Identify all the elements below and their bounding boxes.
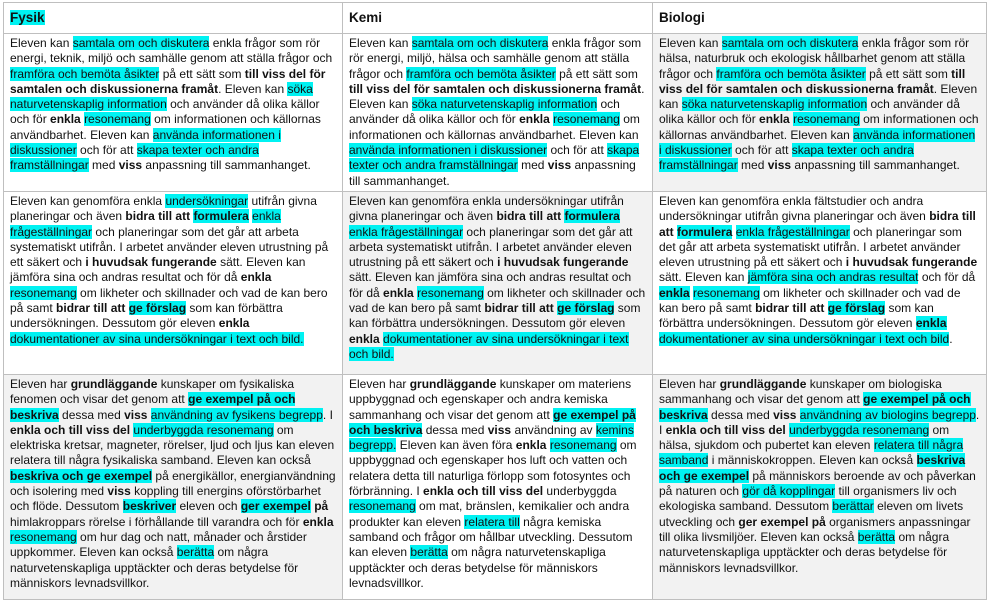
highlighted-text: enkla	[915, 316, 947, 331]
bold-text: till viss del för samtalen och diskussionerna framåt	[659, 66, 966, 96]
header-kemi	[343, 3, 653, 34]
text-run: och planeringar som det går att arbeta systematiskt utifrån. I arbetet använder eleven utrustning på ett säkert och	[10, 224, 329, 270]
text-run: Eleven kan	[10, 36, 73, 50]
highlighted-text: resonemang	[10, 285, 77, 300]
text-run: om några naturvetenskapliga upptäckter och deras betydelse för människors levnadsvillkor.	[10, 545, 299, 590]
highlighted-text: resonemang	[10, 529, 77, 544]
cell-biologi-discussion	[653, 34, 987, 192]
highlighted-text: formulera	[193, 209, 249, 224]
bold-text: viss	[773, 407, 797, 422]
text-run: om likheter och skillnader och vad de kan bero på samt	[349, 285, 646, 316]
bold-text: enkla	[515, 438, 547, 453]
bold-text: ger exempel på	[738, 514, 826, 529]
highlighted-text: underbyggda resonemang	[133, 422, 274, 437]
text-run: Eleven kan genomföra enkla	[10, 194, 166, 208]
highlighted-text: resonemang	[549, 438, 617, 453]
highlighted-text: användning av fysikens begrepp	[150, 407, 323, 422]
highlighted-text: ger exempel	[240, 499, 311, 514]
text-run: organismers anpassningar till olika livsmiljöer. Eleven kan också	[659, 514, 971, 544]
bold-text: viss	[124, 407, 148, 422]
text-run: till organismers liv och ekologiska samband. Dessutom	[659, 484, 957, 514]
header-fysik	[4, 3, 343, 34]
highlighted-text: ge exempel på och beskriva	[659, 392, 971, 422]
highlighted-text: berätta	[410, 545, 448, 560]
cell-fysik-investigation	[4, 192, 343, 375]
text-run: dessa med	[58, 407, 125, 422]
highlighted-text: underbyggda resonemang	[789, 422, 930, 437]
bold-text: bidrar till att	[755, 301, 825, 316]
bold-text: till viss del för samtalen och diskussionerna framåt	[10, 66, 326, 96]
text-run: om informationen och källornas användbarhet. Eleven kan	[10, 112, 321, 142]
text-run: dessa med	[707, 407, 774, 422]
bold-text: bidra till att	[496, 209, 562, 224]
highlighted-text: framföra och bemöta åsikter	[716, 66, 866, 81]
highlighted-text: formulera	[564, 209, 620, 224]
text-run: med	[737, 158, 768, 173]
cell-fysik-knowledge	[4, 375, 343, 600]
highlighted-text: resonemang	[553, 112, 620, 127]
text-run: utifrån givna planeringar och även	[10, 194, 317, 224]
table-row	[4, 192, 987, 375]
bold-text: enkla	[218, 316, 250, 331]
text-run: Eleven har	[349, 377, 410, 391]
highlighted-text: skapa texter och andra framställningar	[659, 143, 914, 173]
text-run: . Eleven kan	[349, 81, 645, 112]
text-run: och för att	[547, 143, 608, 158]
text-run: om likheter och skillnader och vad de kan bero på samt	[659, 285, 961, 316]
text-run: några kemiska samband och frågor om hållbar utveckling. Dessutom kan eleven	[349, 514, 633, 560]
text-run: och planeringar som det går att arbeta systematiskt utifrån. I arbetet använder eleven utrustning på ett säkert och	[349, 224, 633, 270]
text-run: enkla frågor som rör energi, teknik, miljö och samhälle genom att ställa frågor och	[10, 36, 333, 66]
text-run: . I	[322, 407, 333, 422]
text-run: dessa med	[422, 422, 488, 437]
text-run: kunskaper om materiens uppbyggnad och egenskaper och andra kemiska sammanhang och visar det genom att	[349, 377, 632, 422]
text-run: som kan förbättra undersökningen. Dessutom gör eleven	[349, 301, 641, 331]
text-run: på ett sätt som	[865, 66, 952, 81]
highlighted-text: gör då kopplingar	[742, 484, 836, 499]
bold-text: enkla och till viss del	[10, 422, 131, 437]
text-run: Eleven har	[659, 377, 720, 391]
text-run: om informationen och källornas användbarhet. Eleven kan	[659, 112, 979, 142]
text-run: om några naturvetenskapliga upptäckter och deras betydelse för människors levnadsvillkor.	[349, 545, 606, 590]
bold-text: enkla	[519, 112, 550, 127]
highlighted-text: resonemang	[793, 112, 860, 127]
text-run: på ett sätt som	[555, 66, 638, 81]
cell-biologi-investigation	[653, 192, 987, 375]
text-run: Eleven kan	[659, 36, 722, 50]
bold-text: bidra till att	[125, 209, 191, 224]
table-row	[4, 375, 987, 600]
text-run: om informationen och källornas användbarhet. Eleven kan	[349, 112, 640, 142]
bold-text: enkla och till viss del	[665, 422, 786, 437]
header-kemi-label: Kemi	[349, 10, 383, 25]
cell-biologi-knowledge	[653, 375, 987, 600]
text-run: om elektriska kretsar, magneter, rörelser, ljud och ljus kan eleven relatera till några fysikaliska samband. Eleven kan också	[10, 422, 335, 468]
text-run: sätt. Eleven kan	[659, 270, 748, 285]
header-fysik-label: Fysik	[10, 10, 45, 25]
text-run: himlakroppars rörelse i förhållande till varandra och för	[10, 514, 303, 529]
text-run: och för då	[918, 270, 976, 285]
text-run: och planeringar som det går att arbeta systematiskt utifrån. I arbetet använder eleven utrustning på ett säkert och	[659, 224, 962, 270]
highlighted-text: framföra och bemöta åsikter	[10, 66, 160, 81]
text-run: och för att	[76, 143, 137, 158]
text-run: anpassning till sammanhanget.	[349, 158, 636, 188]
bold-text: viss	[487, 422, 512, 437]
highlighted-text: använda informationen i diskussioner	[10, 127, 281, 158]
bold-text: bidra till att	[659, 209, 976, 239]
highlighted-text: dokumentationer av sina undersökningar i text och bild	[659, 331, 950, 346]
highlighted-text: ge exempel på och beskriva	[10, 392, 296, 422]
text-run: om uppbyggnad och egenskaper hos luft och vatten och relatera detta till naturliga förlopp som fotosyntes och förbränning. I	[349, 438, 637, 499]
header-biologi-label: Biologi	[659, 10, 705, 25]
highlighted-text: enkla frågeställningar	[349, 224, 464, 239]
highlighted-text: använda informationen i diskussioner	[659, 127, 976, 158]
bold-text: viss	[767, 158, 792, 173]
text-run: i människokroppen. Eleven kan också	[708, 453, 917, 468]
table-row	[4, 34, 987, 192]
highlighted-text: undersökningar	[165, 194, 249, 208]
highlighted-text: söka naturvetenskaplig information	[10, 81, 313, 112]
highlighted-text: samtala om och diskutera	[72, 36, 210, 50]
highlighted-text: ge exempel på och beskriva	[349, 407, 636, 437]
text-run: om likheter och skillnader och vad de kan bero på samt	[10, 285, 328, 316]
text-run: . Eleven kan	[659, 81, 978, 112]
highlighted-text: ge förslag	[557, 301, 615, 316]
highlighted-text: dokumentationer av sina undersökningar i text och bild.	[349, 331, 629, 361]
highlighted-text: skapa texter och andra framställningar	[10, 143, 259, 173]
highlighted-text: samtala om och diskutera	[411, 36, 549, 50]
bold-text: bidrar till att	[56, 301, 126, 316]
highlighted-text: skapa texter och andra framställningar	[349, 143, 640, 173]
highlighted-text: resonemang	[417, 285, 484, 300]
bold-text: grundläggande	[719, 377, 807, 391]
bold-text: i huvudsak fungerande	[85, 255, 217, 270]
text-run: om mat, bränslen, kemikalier och andra produkter kan eleven	[349, 499, 630, 529]
text-run: .	[949, 331, 953, 346]
highlighted-text: relatera till några samband	[659, 438, 964, 468]
text-run: underbyggda	[543, 484, 617, 499]
text-run: sätt. Eleven kan jämföra sina och andras resultat och för då	[10, 255, 306, 285]
highlighted-text: resonemang	[84, 112, 151, 127]
cell-kemi-investigation	[343, 192, 653, 375]
highlighted-text: beskriver	[122, 499, 177, 514]
highlighted-text: ge förslag	[827, 301, 886, 316]
text-run: . Eleven kan	[218, 81, 288, 96]
highlighted-text: berätta	[176, 545, 215, 560]
highlighted-text: relatera till	[464, 514, 520, 529]
highlighted-text: söka naturvetenskaplig information	[411, 97, 598, 112]
header-row	[4, 3, 987, 34]
text-run: på energikällor, energianvändning och isolering med	[10, 468, 336, 499]
text-run: om hälsa, sjukdom och pubertet kan eleven	[659, 422, 950, 453]
text-run: och använder då olika källor och för	[10, 97, 320, 127]
bold-text: till viss del för samtalen och diskussionerna framåt	[349, 81, 642, 96]
text-run: anpassning till sammanhanget.	[791, 158, 960, 173]
bold-text: enkla och till viss del	[423, 484, 544, 499]
text-run: Eleven kan genomföra enkla undersökningar utifrån givna planeringar och även	[349, 194, 624, 224]
highlighted-text: jämföra sina och andras resultat	[747, 270, 919, 285]
text-run: eleven om livets utveckling och	[659, 499, 964, 529]
text-run: koppling till energins oförstörbarhet och flöde. Dessutom	[10, 484, 321, 514]
bold-text: enkla	[240, 270, 272, 285]
text-run: Eleven kan	[349, 36, 412, 50]
highlighted-text: resonemang	[693, 285, 760, 300]
highlighted-text: enkla frågeställningar	[10, 209, 281, 239]
bold-text: viss	[107, 484, 131, 499]
bold-text: grundläggande	[409, 377, 497, 391]
highlighted-text: framföra och bemöta åsikter	[406, 66, 556, 81]
cell-kemi-discussion	[343, 34, 653, 192]
text-run: . I	[659, 407, 980, 437]
text-run: med	[88, 158, 119, 173]
text-run: kunskaper om biologiska sammanhang och visar det genom att	[659, 377, 942, 407]
text-run: på ett sätt som	[159, 66, 245, 81]
highlighted-text: formulera	[677, 224, 733, 239]
bold-text: i huvudsak fungerande	[845, 255, 978, 270]
highlighted-text: söka naturvetenskaplig information	[681, 97, 868, 112]
text-run: kunskaper om fysikaliska fenomen och visar det genom att	[10, 377, 295, 407]
text-run: och använder då olika källor och för	[349, 97, 620, 127]
highlighted-text: använda informationen i diskussioner	[349, 143, 548, 158]
bold-text: grundläggande	[70, 377, 158, 391]
text-run: enkla frågor som rör energi, miljö, hälsa och samhälle genom att ställa frågor och	[349, 36, 642, 81]
bold-text: enkla	[349, 331, 380, 346]
text-run: och använder då olika källor och för	[659, 97, 960, 127]
highlighted-text: dokumentationer av sina undersökningar i text och bild.	[10, 331, 304, 346]
highlighted-text: resonemang	[349, 499, 416, 514]
bold-text: enkla	[383, 285, 414, 300]
text-run: och för att	[731, 143, 792, 158]
text-run: sätt. Eleven kan jämföra sina och andras resultat och för då	[349, 270, 632, 300]
highlighted-text: berätta	[857, 529, 896, 544]
bold-text: viss	[118, 158, 143, 173]
text-run: Eleven kan även föra	[396, 438, 516, 453]
text-run: om hur dag och natt, månader och årstider uppkommer. Eleven kan också	[10, 529, 307, 560]
header-biologi	[653, 3, 987, 34]
bold-text: enkla	[50, 112, 81, 127]
bold-text: på	[314, 499, 329, 514]
text-run: eleven och	[176, 499, 241, 514]
cell-fysik-discussion	[4, 34, 343, 192]
text-run: som kan förbättra undersökningen. Dessutom gör eleven	[659, 301, 934, 331]
highlighted-text: kemins begrepp.	[349, 422, 634, 453]
highlighted-text: användning av biologins begrepp	[799, 407, 976, 422]
bold-text: i huvudsak fungerande	[497, 255, 629, 270]
highlighted-text: beskriva och ge exempel	[659, 453, 966, 483]
text-run: anpassning till sammanhanget.	[142, 158, 311, 173]
text-run: på människors beroende av och påverkan på naturen och	[659, 468, 976, 499]
text-run: enkla frågor som rör hälsa, naturbruk och ekologisk hållbarhet genom att ställa frågor och	[659, 36, 970, 81]
text-run: Eleven kan genomföra enkla fältstudier och andra undersökningar utifrån givna planeringar och även	[659, 194, 930, 224]
bold-text: enkla	[759, 112, 790, 127]
text-run: Eleven har	[10, 377, 71, 391]
text-run: med	[517, 158, 548, 173]
highlighted-text: beskriva och ge exempel	[10, 468, 153, 483]
text-run: som kan förbättra undersökningen. Dessutom gör eleven	[10, 301, 283, 331]
text-run: användning av	[511, 422, 596, 437]
bold-text: viss	[547, 158, 572, 173]
highlighted-text: samtala om och diskutera	[721, 36, 859, 50]
highlighted-text: ge förslag	[128, 301, 187, 316]
highlighted-text: enkla	[659, 285, 690, 300]
bold-text: bidrar till att	[484, 301, 554, 316]
text-run: om några naturvetenskapliga upptäckter och deras betydelse för människors levnadsvillkor.	[659, 529, 950, 575]
criteria-table	[3, 2, 987, 600]
bold-text: enkla	[302, 514, 334, 529]
highlighted-text: berättar	[832, 499, 874, 514]
highlighted-text: enkla frågeställningar	[735, 224, 850, 239]
cell-kemi-knowledge	[343, 375, 653, 600]
